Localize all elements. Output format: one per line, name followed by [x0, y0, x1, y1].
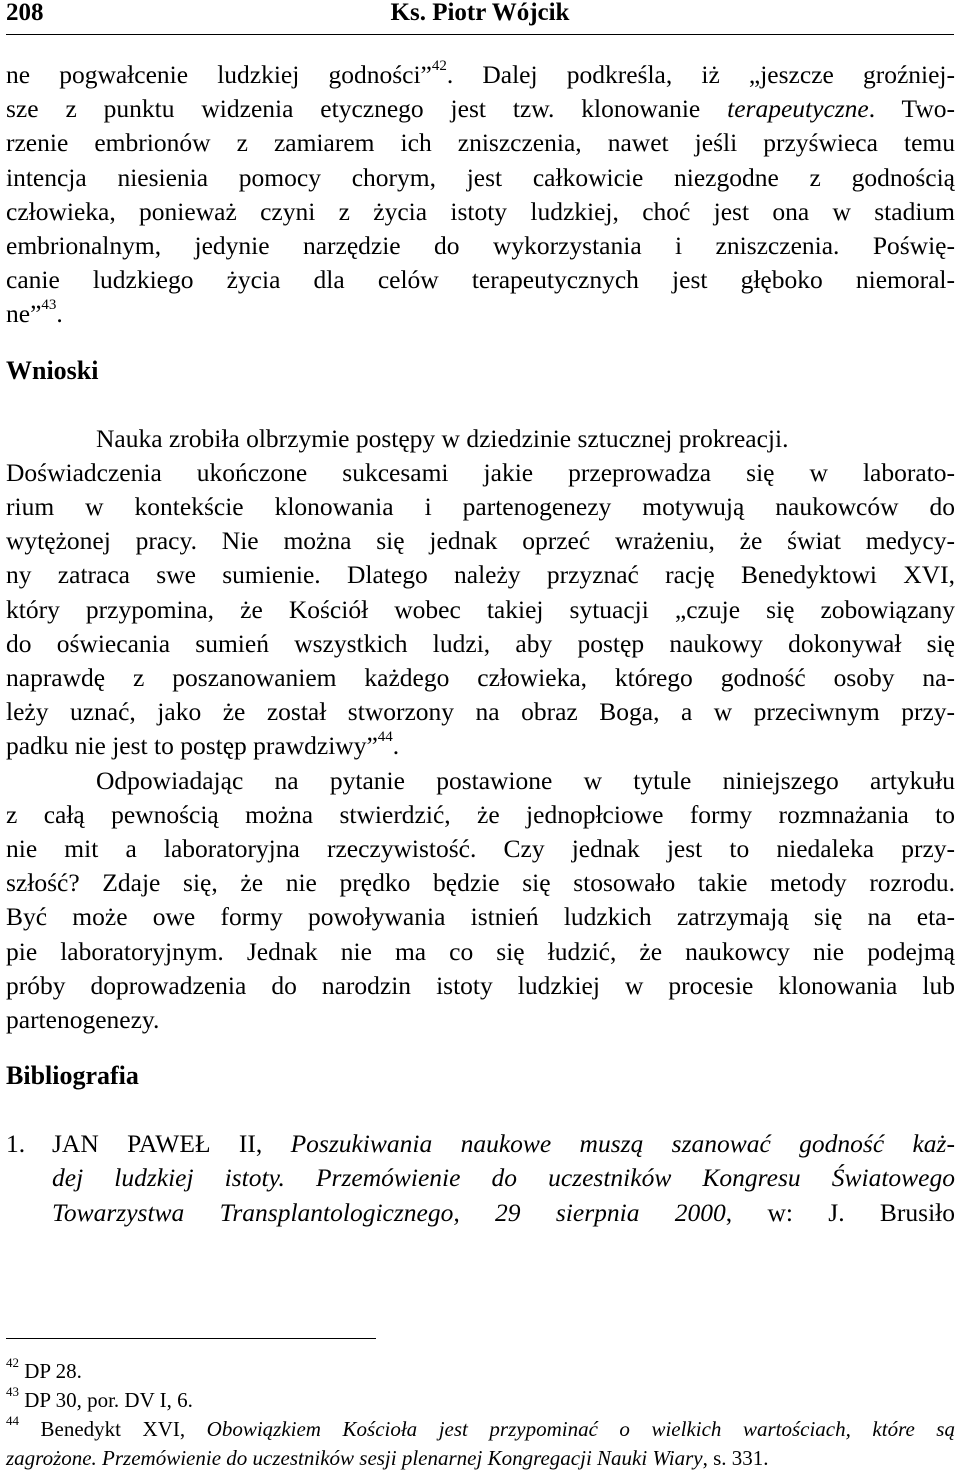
- text-line: JAN PAWEŁ II, Poszukiwania naukowe muszą szanować godność każ-: [52, 1129, 955, 1159]
- body-text: [6, 58, 955, 1230]
- text-line: Być może owe formy powoływania istnień ludzkich zatrzymają się na eta-: [6, 902, 955, 932]
- page-number: 208: [6, 0, 44, 26]
- text-line: pie laboratoryjnym. Jednak nie ma co się łudzić, że naukowcy nie podejmą: [6, 936, 955, 966]
- footnote-ref-43[interactable]: 43: [41, 296, 57, 313]
- text-line: ny zatraca swe sumienie. Dlatego należy przyznać rację Benedyktowi XVI,: [6, 560, 955, 590]
- footnote-42: $^{42}$ DP 28.: [6, 1355, 82, 1383]
- page-header: [0, 0, 960, 30]
- section-heading-conclusions: Wnioski: [6, 355, 99, 385]
- text-line: Nauka zrobiła olbrzymie postępy w dziedzinie sztucznej prokreacji.: [96, 423, 789, 453]
- footnote-44-continuation: zagrożone. Przemówienie do uczestników sesji plenarnej Kongregacji Nauki Wiary, s. 331.: [6, 1446, 769, 1470]
- text-line: partenogenezy.: [6, 1004, 160, 1034]
- text-line: padku nie jest to postęp prawdziwy”$^{44}$.: [6, 728, 400, 761]
- text-line: ne”$^{43}$.: [6, 296, 63, 329]
- bibliography-item: [6, 1127, 955, 1230]
- bibliography-item-number: 1.: [6, 1129, 26, 1159]
- text-line: nie mit a laboratoryjna rzeczywistość. Czy jednak jest to niedaleka przy-: [6, 833, 955, 863]
- text-line: wytężonej pracy. Nie można się jednak oprzeć wrażeniu, że świat medycy-: [6, 526, 955, 556]
- text-line: rium w kontekście klonowania i partenogenezy motywują naukowców do: [6, 492, 955, 522]
- text-line: człowieka, ponieważ czyni z życia istoty ludzkiej, choć jest ona w stadium: [6, 196, 955, 226]
- text-line: Odpowiadając na pytanie postawione w tytule niniejszego artykułu: [96, 765, 955, 795]
- text-line: Towarzystwa Transplantologicznego, 29 sierpnia 2000, w: J. Brusiło: [52, 1197, 955, 1227]
- conclusions-paragraph-2: [6, 764, 955, 1038]
- text-line: leży uznać, jako że został stworzony na obraz Boga, a w przeciwnym przy-: [6, 697, 955, 727]
- section-heading-bibliography: Bibliografia: [6, 1061, 139, 1091]
- text-line: z całą pewnością można stwierdzić, że jednopłciowe formy rozmnażania to: [6, 799, 955, 829]
- footnote-ref-44[interactable]: 44: [377, 728, 393, 745]
- text-line: dej ludzkiej istoty. Przemówienie do uczestników Kongresu Światowego: [52, 1163, 955, 1193]
- header-rule: [6, 34, 954, 35]
- footnote-43: $^{43}$ DP 30, por. DV I, 6.: [6, 1384, 193, 1412]
- footnote-ref-42[interactable]: 42: [431, 58, 447, 74]
- text-line: ne pogwałcenie ludzkiej godności”$^{42}$. Dalej podkreśla, iż „jeszcze groźniej-: [6, 58, 955, 89]
- footnotes: [6, 1357, 955, 1473]
- text-line: embrionalnym, jedynie narzędzie do wykorzystania i zniszczenia. Poświę-: [6, 230, 955, 260]
- paragraph-continuation: [6, 58, 955, 332]
- conclusions-paragraph-1: [6, 422, 955, 764]
- text-line: szłość? Zdaje się, że nie prędko będzie się stosowało takie metody rozrodu.: [6, 868, 955, 898]
- text-line: który przypomina, że Kościół wobec takiej sytuacji „czuje się zobowiązany: [6, 594, 955, 624]
- text-line: próby doprowadzenia do narodzin istoty ludzkiej w procesie klonowania lub: [6, 970, 955, 1000]
- text-line: sze z punktu widzenia etycznego jest tzw. klonowanie terapeutyczne. Two-: [6, 94, 955, 124]
- footnote-44: $^{44}$ Benedykt XVI, Obowiązkiem Kościoła jest przypominać o wielkich wartościach, które są: [6, 1415, 955, 1441]
- text-line: Doświadczenia ukończone sukcesami jakie przeprowadza się w laborato-: [6, 457, 955, 487]
- text-line: do oświecania sumień wszystkich ludzi, aby postęp naukowy dokonywał się: [6, 628, 955, 658]
- text-line: rzenie embrionów z zamiarem ich zniszczenia, nawet jeśli przyświeca temu: [6, 128, 955, 158]
- text-line: naprawdę z poszanowaniem każdego człowieka, którego godność osoby na-: [6, 663, 955, 692]
- footnote-separator: [6, 1338, 376, 1339]
- text-line: intencja niesienia pomocy chorym, jest całkowicie niezgodne z godnością: [6, 162, 955, 192]
- text-line: canie ludzkiego życia dla celów terapeutycznych jest głęboko niemoral-: [6, 265, 955, 295]
- running-title: Ks. Piotr Wójcik: [390, 0, 570, 26]
